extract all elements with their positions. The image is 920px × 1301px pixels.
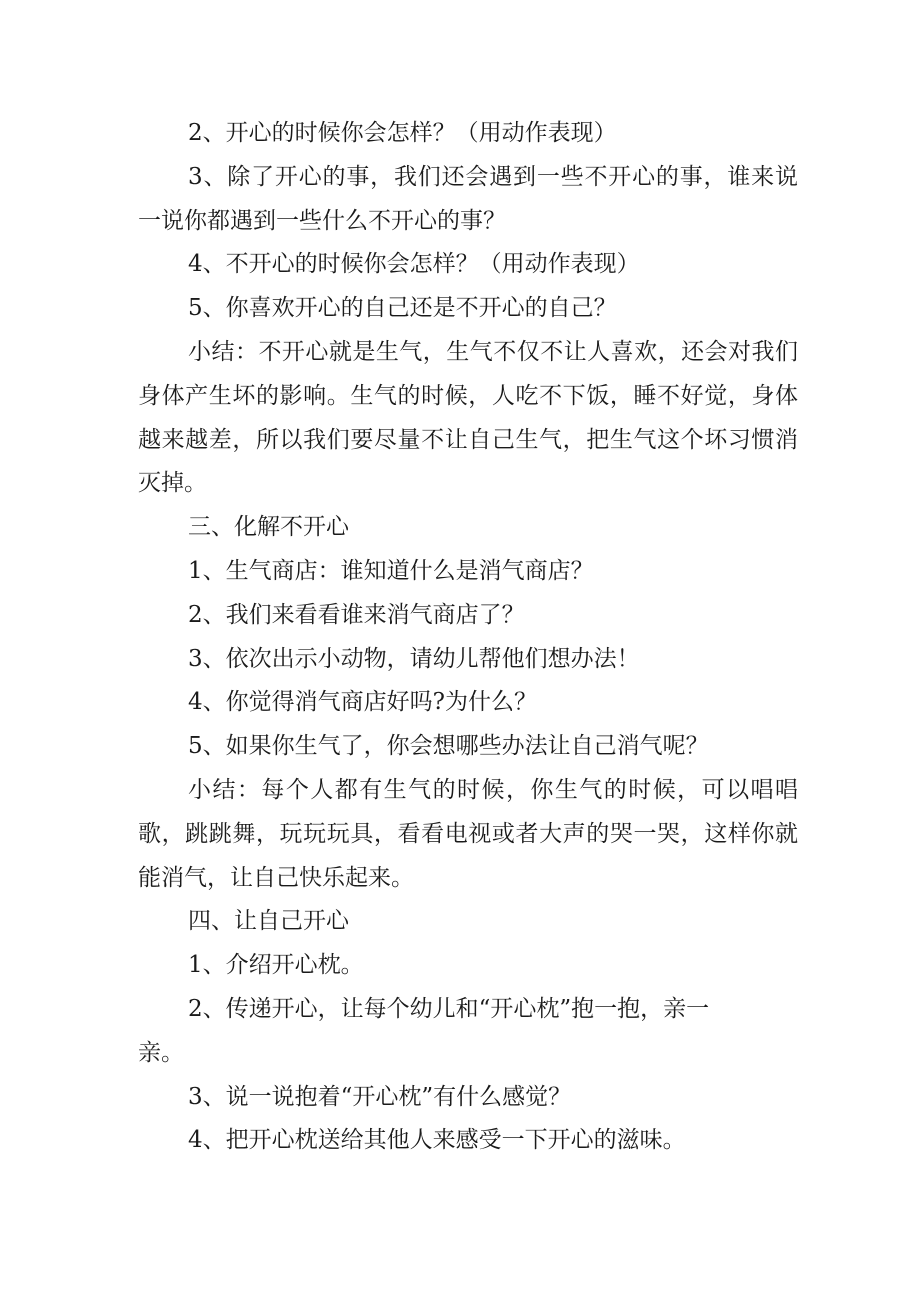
paragraph-item-3: 3、依次出示小动物，请幼儿帮他们想办法！ — [188, 645, 640, 672]
paragraph-step-1: 1、介绍开心枕。 — [188, 952, 364, 979]
paragraph-question-2: 2、开心的时候你会怎样？（用动作表现） — [188, 120, 617, 146]
paragraph-summary-1: 小结：不开心就是生气，生气不仅不让人喜欢，还会对我们身体产生坏的影响。生气的时候，人吃不下饭，睡不好觉，身体越来越差，所以我们要尽量不让自己生气，把生气这个坏习惯消灭掉。 — [138, 338, 798, 497]
paragraph-question-5: 5、你喜欢开心的自己还是不开心的自己？ — [188, 295, 617, 322]
paragraph-item-1: 1、生气商店：谁知道什么是消气商店？ — [188, 557, 594, 584]
paragraph-summary-2: 小结：每个人都有生气的时候，你生气的时候，可以唱唱歌，跳跳舞，玩玩玩具，看看电视或者大声的哭一哭，这样你就能消气，让自己快乐起来。 — [138, 776, 798, 891]
paragraph-item-2: 2、我们来看看谁来消气商店了？ — [188, 601, 525, 628]
section-heading-4: 四、让自己开心 — [188, 908, 349, 935]
paragraph-item-4: 4、你觉得消气商店好吗?为什么？ — [188, 689, 537, 716]
paragraph-step-2: 2、传递开心，让每个幼儿和“开心枕”抱一抱，亲一亲。 — [138, 995, 710, 1066]
paragraph-item-5: 5、如果你生气了，你会想哪些办法让自己消气呢？ — [188, 733, 709, 760]
paragraph-step-4: 4、把开心枕送给其他人来感受一下开心的滋味。 — [188, 1127, 686, 1154]
paragraph-question-3: 3、除了开心的事，我们还会遇到一些不开心的事，谁来说一说你都遇到一些什么不开心的事？ — [138, 163, 798, 234]
section-heading-3: 三、化解不开心 — [188, 514, 349, 541]
paragraph-question-4: 4、不开心的时候你会怎样？（用动作表现） — [188, 251, 640, 278]
document-body — [138, 112, 798, 1163]
paragraph-step-3: 3、说一说抱着“开心枕”有什么感觉？ — [188, 1083, 572, 1110]
